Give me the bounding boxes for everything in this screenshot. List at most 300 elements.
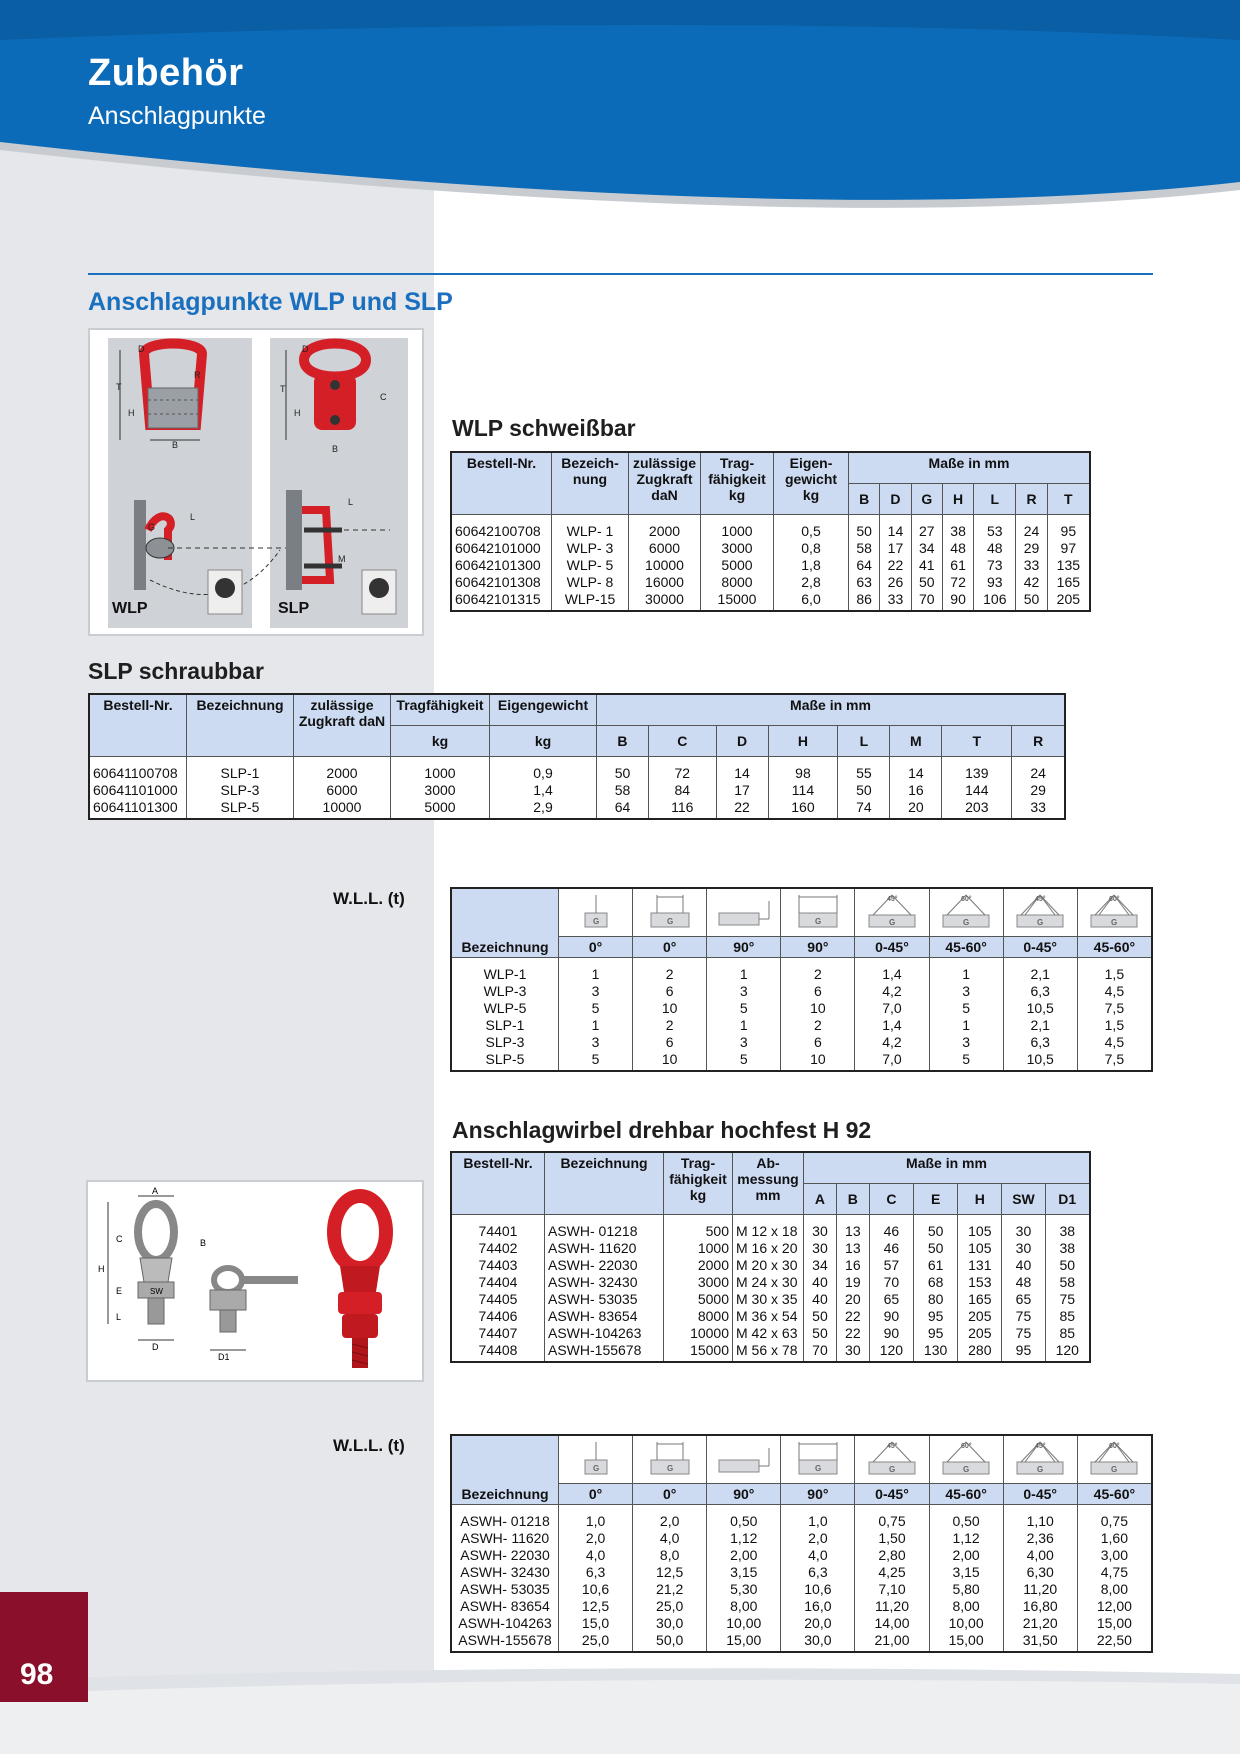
two-leg-45-icon-cell — [855, 888, 929, 937]
wlp-header-bestell: Bestell-Nr. — [451, 452, 552, 515]
double-leg-horizontal-icon — [789, 891, 847, 931]
table-cell: 22 — [880, 557, 911, 574]
table-cell: 8,00 — [929, 1598, 1003, 1615]
svg-text:45°: 45° — [1035, 896, 1046, 903]
table-cell: 90 — [942, 591, 973, 611]
svg-text:C: C — [116, 1234, 123, 1244]
svg-text:SW: SW — [150, 1287, 163, 1296]
table-cell: 21,2 — [633, 1581, 707, 1598]
table-cell: 1 — [559, 1017, 633, 1034]
table-cell: 50 — [1016, 591, 1047, 611]
table-cell: 46 — [869, 1240, 913, 1257]
table-cell: 33 — [1016, 557, 1047, 574]
table-cell: 41 — [911, 557, 942, 574]
table-cell: 74403 — [451, 1257, 545, 1274]
svg-text:B: B — [332, 444, 339, 454]
table-cell: 30,0 — [781, 1632, 855, 1652]
table-cell: 20 — [890, 799, 942, 819]
table-cell: 120 — [1045, 1342, 1090, 1362]
table-cell: 139 — [942, 757, 1012, 783]
table-cell: 205 — [1047, 591, 1090, 611]
table-cell: 17 — [880, 540, 911, 557]
two-leg-60-icon — [937, 1438, 995, 1478]
wlp-slp-drawing — [90, 330, 422, 634]
table-cell: ASWH- 22030 — [451, 1547, 559, 1564]
slp-header-zugkraft: zulässige Zugkraft daN — [294, 694, 391, 757]
table-cell: ASWH- 83654 — [451, 1598, 559, 1615]
table-cell: 3000 — [701, 540, 774, 557]
table-cell: SLP-5 — [451, 1051, 559, 1071]
table-cell: 50 — [911, 574, 942, 591]
table-cell: 165 — [1047, 574, 1090, 591]
svg-text:T: T — [280, 384, 286, 394]
table-cell: 8,0 — [633, 1547, 707, 1564]
table-cell: 10000 — [294, 799, 391, 819]
table-cell: ASWH-155678 — [451, 1632, 559, 1652]
svg-text:G: G — [666, 1464, 673, 1473]
table-cell: 1 — [707, 958, 781, 984]
four-leg-45-icon — [1011, 1438, 1069, 1478]
table-cell: 160 — [768, 799, 838, 819]
h92-dim-d1: D1 — [1045, 1184, 1090, 1215]
svg-text:H: H — [128, 408, 135, 418]
table-cell: M 12 x 18 — [733, 1215, 804, 1241]
table-row — [451, 1598, 1152, 1615]
table-cell: 1 — [929, 1017, 1003, 1034]
table-row — [451, 1308, 1090, 1325]
table-row — [451, 515, 1090, 541]
table-cell: 1000 — [391, 757, 490, 783]
table-cell: 0,5 — [774, 515, 849, 541]
table-cell: SLP-3 — [451, 1034, 559, 1051]
table-cell: WLP- 3 — [552, 540, 629, 557]
svg-text:60°: 60° — [1109, 1443, 1120, 1450]
table-cell: 34 — [911, 540, 942, 557]
table-cell: ASWH- 11620 — [545, 1240, 664, 1257]
table-cell: 105 — [958, 1240, 1002, 1257]
wll1-angle-0: 0° — [559, 937, 633, 958]
table-cell: 22 — [836, 1325, 869, 1342]
table-cell: 6 — [781, 1034, 855, 1051]
table-cell: 15,00 — [1077, 1615, 1152, 1632]
slp-dim-b: B — [597, 726, 649, 757]
table-cell: 0,50 — [929, 1505, 1003, 1531]
table-row — [451, 1505, 1152, 1531]
table-cell: 7,0 — [855, 1000, 929, 1017]
table-cell: 10,5 — [1003, 1000, 1077, 1017]
wlp-slp-image — [88, 328, 424, 636]
svg-text:45°: 45° — [886, 896, 898, 903]
table-row — [451, 1325, 1090, 1342]
wll1-angle-4: 0-45° — [855, 937, 929, 958]
table-row — [451, 1615, 1152, 1632]
double-leg-vertical-icon — [641, 1438, 699, 1478]
table-row — [451, 1274, 1090, 1291]
table-cell: 6,3 — [781, 1564, 855, 1581]
wll2-icons-row — [451, 1435, 1152, 1484]
table-cell: 6 — [633, 1034, 707, 1051]
table-cell: ASWH- 01218 — [545, 1215, 664, 1241]
svg-text:G: G — [148, 522, 156, 532]
table-cell: 1,4 — [855, 1017, 929, 1034]
table-cell: 70 — [804, 1342, 837, 1362]
table-cell: 72 — [648, 757, 716, 783]
slp-dim-h: H — [768, 726, 838, 757]
svg-text:D: D — [302, 344, 309, 354]
table-cell: 3 — [559, 1034, 633, 1051]
table-cell: 1,4 — [855, 958, 929, 984]
table-cell: 6000 — [629, 540, 701, 557]
svg-text:G: G — [814, 1464, 822, 1473]
wll2-table-body — [451, 1505, 1152, 1653]
wll-label-2: W.L.L. (t) — [333, 1436, 405, 1455]
table-cell: 12,00 — [1077, 1598, 1152, 1615]
table-cell: 50 — [1045, 1257, 1090, 1274]
table-cell: WLP- 1 — [552, 515, 629, 541]
svg-text:L: L — [348, 497, 354, 507]
table-cell: 205 — [958, 1325, 1002, 1342]
two-leg-45-icon — [863, 891, 921, 931]
table-cell: SLP-3 — [187, 782, 294, 799]
table-cell: M 56 x 78 — [733, 1342, 804, 1362]
table-cell: 60642101315 — [451, 591, 552, 611]
table-cell: ASWH-104263 — [451, 1615, 559, 1632]
table-cell: 500 — [664, 1215, 733, 1241]
svg-text:60°: 60° — [961, 1443, 972, 1450]
table-cell: 75 — [1045, 1291, 1090, 1308]
table-cell: 48 — [974, 540, 1016, 557]
svg-text:60°: 60° — [961, 896, 972, 903]
table-cell: 10,00 — [929, 1615, 1003, 1632]
table-cell: 50,0 — [633, 1632, 707, 1652]
table-cell: 74402 — [451, 1240, 545, 1257]
table-cell: 10 — [633, 1051, 707, 1071]
slp-header-tragfaehigkeit: Tragfähigkeit — [391, 694, 490, 726]
table-cell: 58 — [597, 782, 649, 799]
svg-text:H: H — [294, 408, 301, 418]
wll1-angle-7: 45-60° — [1077, 937, 1152, 958]
svg-text:B: B — [200, 1238, 207, 1248]
table-cell: 14 — [716, 757, 768, 783]
table-cell: 74401 — [451, 1215, 545, 1241]
table-cell: 50 — [804, 1325, 837, 1342]
table-cell: ASWH- 22030 — [545, 1257, 664, 1274]
table-cell: 61 — [914, 1257, 958, 1274]
table-cell: 38 — [1045, 1215, 1090, 1241]
wlp-dim-l: L — [974, 484, 1016, 515]
table-cell: WLP-1 — [451, 958, 559, 984]
table-cell: 11,20 — [1003, 1581, 1077, 1598]
wll2-angle-3: 90° — [781, 1484, 855, 1505]
svg-text:G: G — [1111, 918, 1118, 927]
wlp-dim-t: T — [1047, 484, 1090, 515]
table-cell: 3 — [929, 983, 1003, 1000]
table-cell: 74405 — [451, 1291, 545, 1308]
h92-header-masse: Maße in mm — [804, 1152, 1091, 1184]
table-row — [451, 1530, 1152, 1547]
table-cell: 72 — [942, 574, 973, 591]
two-leg-60-icon-cell — [929, 1435, 1003, 1484]
table-cell: 10,6 — [781, 1581, 855, 1598]
four-leg-45-icon — [1011, 891, 1069, 931]
double-leg-horizontal-icon-cell — [781, 1435, 855, 1484]
wll1-angle-1: 0° — [633, 937, 707, 958]
table-cell: 4,2 — [855, 1034, 929, 1051]
table-row — [451, 1342, 1090, 1362]
table-cell: 20 — [836, 1291, 869, 1308]
table-cell: 63 — [849, 574, 880, 591]
table-cell: 7,5 — [1077, 1051, 1152, 1071]
table-row — [451, 1000, 1152, 1017]
slp-dim-m: M — [890, 726, 942, 757]
table-cell: 1,5 — [1077, 1017, 1152, 1034]
table-cell: SLP-1 — [451, 1017, 559, 1034]
table-cell: 65 — [1002, 1291, 1045, 1308]
wlp-header-masse: Maße in mm — [849, 452, 1091, 484]
table-cell: 4,00 — [1003, 1547, 1077, 1564]
table-cell: 21,20 — [1003, 1615, 1077, 1632]
svg-text:G: G — [814, 917, 822, 926]
wlp-dim-g: G — [911, 484, 942, 515]
svg-text:G: G — [963, 918, 970, 927]
table-cell: 10 — [781, 1051, 855, 1071]
table-cell: 3,00 — [1077, 1547, 1152, 1564]
svg-text:M: M — [338, 554, 346, 564]
table-cell: 60641100708 — [89, 757, 187, 783]
svg-text:G: G — [1111, 1465, 1118, 1474]
wlp-title: WLP schweißbar — [452, 415, 636, 441]
wlp-dim-b: B — [849, 484, 880, 515]
h92-dim-sw: SW — [1002, 1184, 1045, 1215]
four-leg-45-icon-cell — [1003, 1435, 1077, 1484]
table-cell: 6000 — [294, 782, 391, 799]
table-cell: 6 — [633, 983, 707, 1000]
wll-table-2 — [450, 1434, 1153, 1653]
table-cell: SLP-1 — [187, 757, 294, 783]
horizontal-pull-icon — [715, 891, 773, 931]
svg-text:G: G — [592, 1464, 599, 1473]
table-cell: 10 — [781, 1000, 855, 1017]
table-cell: 3 — [707, 983, 781, 1000]
table-cell: 30 — [836, 1342, 869, 1362]
table-row — [451, 591, 1090, 611]
table-cell: 2 — [633, 958, 707, 984]
table-cell: 24 — [1016, 515, 1047, 541]
table-cell: 16 — [836, 1257, 869, 1274]
table-cell: 1000 — [664, 1240, 733, 1257]
wll1-header-bezeichnung: Bezeichnung — [451, 888, 559, 958]
table-cell: ASWH-104263 — [545, 1325, 664, 1342]
svg-text:B: B — [172, 440, 179, 450]
horizontal-pull-icon-cell — [707, 888, 781, 937]
table-cell: 5 — [929, 1000, 1003, 1017]
two-leg-60-icon — [937, 891, 995, 931]
table-cell: 2,1 — [1003, 958, 1077, 984]
table-cell: 0,8 — [774, 540, 849, 557]
h92-header-bezeichnung: Bezeichnung — [545, 1152, 664, 1215]
table-cell: 2000 — [629, 515, 701, 541]
table-cell: 16 — [890, 782, 942, 799]
table-cell: 4,2 — [855, 983, 929, 1000]
table-cell: 75 — [1002, 1325, 1045, 1342]
svg-text:45°: 45° — [1035, 1443, 1046, 1450]
footer-wave — [0, 1660, 1240, 1754]
wll1-icons-row — [451, 888, 1152, 937]
table-cell: 42 — [1016, 574, 1047, 591]
slp-dim-r: R — [1012, 726, 1065, 757]
table-cell: WLP- 5 — [552, 557, 629, 574]
table-cell: 130 — [914, 1342, 958, 1362]
page-subtitle: Anschlagpunkte — [88, 102, 266, 130]
table-cell: 60641101300 — [89, 799, 187, 819]
table-cell: 61 — [942, 557, 973, 574]
table-cell: 31,50 — [1003, 1632, 1077, 1652]
table-cell: 2,9 — [490, 799, 597, 819]
table-cell: 95 — [1047, 515, 1090, 541]
table-cell: 2,00 — [929, 1547, 1003, 1564]
double-leg-horizontal-icon — [789, 1438, 847, 1478]
slp-header-bestell: Bestell-Nr. — [89, 694, 187, 757]
table-cell: 95 — [914, 1325, 958, 1342]
table-cell: 93 — [974, 574, 1016, 591]
table-cell: 40 — [1002, 1257, 1045, 1274]
table-cell: 10 — [633, 1000, 707, 1017]
table-cell: 1,8 — [774, 557, 849, 574]
table-cell: 50 — [804, 1308, 837, 1325]
table-cell: M 24 x 30 — [733, 1274, 804, 1291]
table-cell: 16,0 — [781, 1598, 855, 1615]
table-cell: 22 — [836, 1308, 869, 1325]
slp-header-eigengewicht: Eigengewicht — [490, 694, 597, 726]
wll-label-1: W.L.L. (t) — [333, 889, 405, 908]
table-row — [451, 1581, 1152, 1598]
table-row — [451, 1257, 1090, 1274]
wll2-angle-7: 45-60° — [1077, 1484, 1152, 1505]
double-leg-horizontal-icon-cell — [781, 888, 855, 937]
table-cell: 13 — [836, 1215, 869, 1241]
table-cell: 5 — [707, 1000, 781, 1017]
table-row — [451, 1051, 1152, 1071]
h92-table — [450, 1151, 1091, 1363]
wll1-angle-3: 90° — [781, 937, 855, 958]
slp-header-masse: Maße in mm — [597, 694, 1066, 726]
table-cell: 60642101000 — [451, 540, 552, 557]
table-cell: 2,80 — [855, 1547, 929, 1564]
slp-image-label: SLP — [278, 600, 310, 617]
table-cell: ASWH- 53035 — [451, 1581, 559, 1598]
table-cell: 1,10 — [1003, 1505, 1077, 1531]
table-cell: 57 — [869, 1257, 913, 1274]
table-cell: 15,00 — [707, 1632, 781, 1652]
table-cell: 40 — [804, 1274, 837, 1291]
svg-text:G: G — [1037, 918, 1044, 927]
slp-header-eigen-unit: kg — [490, 726, 597, 757]
wll1-angle-6: 0-45° — [1003, 937, 1077, 958]
table-cell: 3,15 — [707, 1564, 781, 1581]
table-cell: 2 — [781, 1017, 855, 1034]
table-cell: 1 — [707, 1017, 781, 1034]
slp-table-body — [89, 757, 1065, 820]
table-cell: 5 — [707, 1051, 781, 1071]
table-cell: 105 — [958, 1215, 1002, 1241]
slp-header-trag-unit: kg — [391, 726, 490, 757]
table-cell: 50 — [838, 782, 890, 799]
table-cell: 153 — [958, 1274, 1002, 1291]
table-cell: 74407 — [451, 1325, 545, 1342]
table-cell: 55 — [838, 757, 890, 783]
table-cell: 2,36 — [1003, 1530, 1077, 1547]
table-cell: M 30 x 35 — [733, 1291, 804, 1308]
table-cell: ASWH- 53035 — [545, 1291, 664, 1308]
table-cell: M 42 x 63 — [733, 1325, 804, 1342]
table-cell: M 20 x 30 — [733, 1257, 804, 1274]
table-cell: ASWH- 01218 — [451, 1505, 559, 1531]
single-leg-vertical-icon-cell — [559, 1435, 633, 1484]
single-leg-vertical-icon — [567, 1438, 625, 1478]
table-cell: 6,3 — [1003, 1034, 1077, 1051]
wll2-angle-5: 45-60° — [929, 1484, 1003, 1505]
table-cell: 144 — [942, 782, 1012, 799]
table-cell: 3,15 — [929, 1564, 1003, 1581]
wlp-header-eigengewicht: Eigen- gewicht kg — [774, 452, 849, 515]
table-cell: 97 — [1047, 540, 1090, 557]
wlp-dim-d: D — [880, 484, 911, 515]
wll-table-1 — [450, 887, 1153, 1072]
svg-text:L: L — [116, 1312, 122, 1322]
svg-text:R: R — [194, 370, 201, 380]
table-cell: 6,3 — [559, 1564, 633, 1581]
table-cell: 0,75 — [1077, 1505, 1152, 1531]
table-cell: WLP-5 — [451, 1000, 559, 1017]
table-row — [451, 1547, 1152, 1564]
table-cell: 58 — [849, 540, 880, 557]
table-cell: 5,80 — [929, 1581, 1003, 1598]
table-cell: 38 — [1045, 1240, 1090, 1257]
table-cell: 120 — [869, 1342, 913, 1362]
table-row — [89, 799, 1065, 819]
table-cell: 1,4 — [490, 782, 597, 799]
table-cell: 4,5 — [1077, 1034, 1152, 1051]
table-row — [451, 958, 1152, 984]
table-cell: 4,25 — [855, 1564, 929, 1581]
h92-dim-e: E — [914, 1184, 958, 1215]
double-leg-vertical-icon — [641, 891, 699, 931]
section-rule — [88, 273, 1153, 275]
table-cell: 2 — [781, 958, 855, 984]
svg-text:H: H — [98, 1264, 105, 1274]
table-cell: 5 — [559, 1051, 633, 1071]
svg-text:G: G — [963, 1465, 970, 1474]
wll2-angle-0: 0° — [559, 1484, 633, 1505]
table-row — [451, 1240, 1090, 1257]
table-cell: 0,9 — [490, 757, 597, 783]
table-cell: 84 — [648, 782, 716, 799]
wll2-angle-2: 90° — [707, 1484, 781, 1505]
table-row — [451, 1632, 1152, 1652]
table-cell: ASWH- 11620 — [451, 1530, 559, 1547]
four-leg-60-icon — [1085, 1438, 1143, 1478]
wll2-angle-1: 0° — [633, 1484, 707, 1505]
table-cell: 1,5 — [1077, 958, 1152, 984]
table-cell: 74404 — [451, 1274, 545, 1291]
table-row — [451, 1034, 1152, 1051]
table-cell: 74406 — [451, 1308, 545, 1325]
table-cell: WLP-3 — [451, 983, 559, 1000]
table-cell: 3000 — [664, 1274, 733, 1291]
table-cell: 22 — [716, 799, 768, 819]
table-cell: 30 — [804, 1240, 837, 1257]
table-cell: 70 — [869, 1274, 913, 1291]
